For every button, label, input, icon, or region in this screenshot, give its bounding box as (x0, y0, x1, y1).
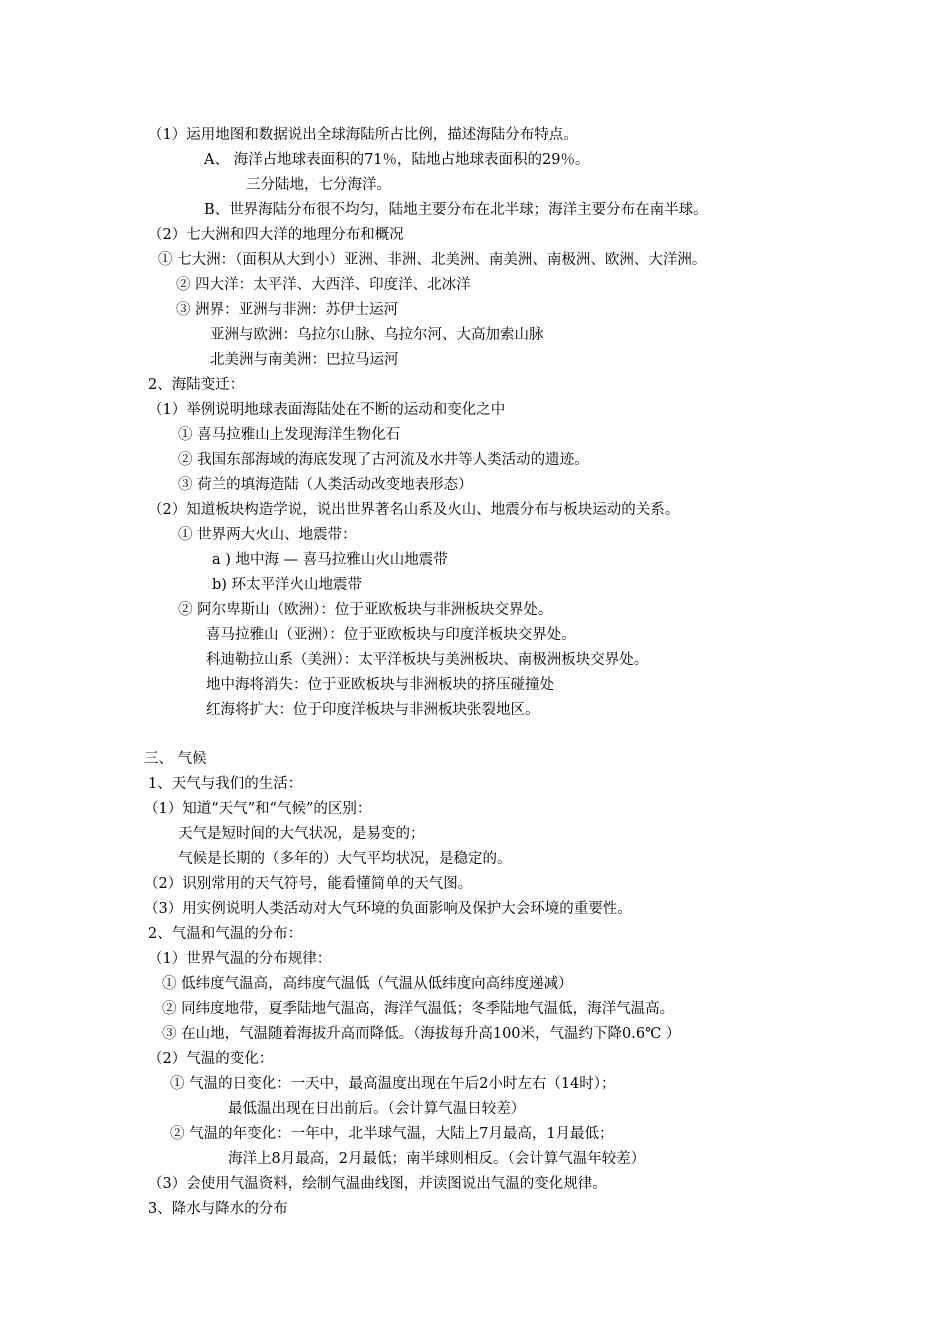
text-line: ① 喜马拉雅山上发现海洋生物化石 (178, 427, 401, 443)
text-line: 北美洲与南美洲：巴拉马运河 (210, 352, 399, 368)
text-line: 2、海陆变迁： (148, 377, 245, 393)
text-line: （1）世界气温的分布规律： (148, 951, 332, 967)
text-line: ② 同纬度地带，夏季陆地气温高，海洋气温低；冬季陆地气温低，海洋气温高。 (162, 1001, 675, 1017)
text-line: 亚洲与欧洲：乌拉尔山脉、乌拉尔河、大高加索山脉 (210, 327, 544, 343)
text-line: ③ 在山地，气温随着海拔升高而降低。（海拔每升高100米，气温约下降0.6℃ ） (162, 1026, 681, 1042)
text-line: （1）知道“天气”和“气候”的区别： (144, 801, 372, 817)
text-line: （1）运用地图和数据说出全球海陆所占比例，描述海陆分布特点。 (148, 127, 578, 143)
text-line: a ) 地中海 — 喜马拉雅山火山地震带 (212, 552, 448, 568)
text-line: 2、气温和气温的分布： (148, 926, 303, 942)
text-line: 1、天气与我们的生活： (148, 776, 303, 792)
text-line: 科迪勒拉山系（美洲）：太平洋板块与美洲板块、南极洲板块交界处。 (206, 652, 649, 668)
text-line: 红海将扩大：位于印度洋板块与非洲板块张裂地区。 (206, 702, 540, 718)
text-line: 三分陆地，七分海洋。 (246, 177, 391, 193)
text-line: ① 低纬度气温高，高纬度气温低（气温从低纬度向高纬度递减） (162, 976, 573, 992)
text-line: ② 气温的年变化：一年中，北半球气温，大陆上7月最高，1月最低； (170, 1126, 614, 1142)
text-line: ② 四大洋：太平洋、大西洋、印度洋、北冰洋 (176, 277, 471, 293)
text-line: ② 我国东部海域的海底发现了古河流及水井等人类活动的遗迹。 (178, 452, 589, 468)
text-line: ③ 洲界：亚洲与非洲：苏伊士运河 (176, 302, 399, 318)
text-line: ② 阿尔卑斯山（欧洲）：位于亚欧板块与非洲板块交界处。 (178, 602, 553, 618)
text-line: （2）气温的变化： (148, 1051, 274, 1067)
text-line: （3）用实例说明人类活动对大气环境的负面影响及保护大会环境的重要性。 (144, 901, 632, 917)
text-line: ③ 荷兰的填海造陆（人类活动改变地表形态） (178, 477, 473, 493)
text-line: 最低温出现在日出前后。（会计算气温日较差） (228, 1101, 526, 1117)
text-line: 3、降水与降水的分布 (148, 1201, 288, 1217)
text-line: B、世界海陆分布很不均匀，陆地主要分布在北半球；海洋主要分布在南半球。 (204, 202, 708, 218)
text-line: ① 七大洲：（面积从大到小）亚洲、非洲、北美洲、南美洲、南极洲、欧洲、大洋洲。 (158, 252, 707, 268)
text-line: ① 气温的日变化：一天中，最高温度出现在午后2小时左右（14时）； (170, 1076, 616, 1092)
text-line: （2）七大洲和四大洋的地理分布和概况 (148, 227, 404, 243)
text-line: （1）举例说明地球表面海陆处在不断的运动和变化之中 (148, 402, 506, 418)
section-heading: 三、 气候 (144, 751, 207, 767)
text-line: 气候是长期的（多年的）大气平均状况，是稳定的。 (178, 851, 512, 867)
text-line: 天气是短时间的大气状况，是易变的； (178, 826, 425, 842)
text-line: （2）识别常用的天气符号，能看懂简单的天气图。 (144, 876, 473, 892)
text-line: （2）知道板块构造学说，说出世界著名山系及火山、地震分布与板块运动的关系。 (148, 502, 680, 518)
text-line: 喜马拉雅山（亚洲）：位于亚欧板块与印度洋板块交界处。 (206, 627, 576, 643)
text-line: （3）会使用气温资料，绘制气温曲线图，并读图说出气温的变化规律。 (148, 1176, 607, 1192)
text-line: 地中海将消失：位于亚欧板块与非洲板块的挤压碰撞处 (206, 677, 554, 693)
text-line: 海洋上8月最高，2月最低；南半球则相反。（会计算气温年较差） (228, 1151, 646, 1167)
text-line: ① 世界两大火山、地震带： (178, 527, 357, 543)
text-line: b) 环太平洋火山地震带 (212, 577, 363, 593)
text-line: A、 海洋占地球表面积的71％，陆地占地球表面积的29％。 (204, 152, 590, 168)
